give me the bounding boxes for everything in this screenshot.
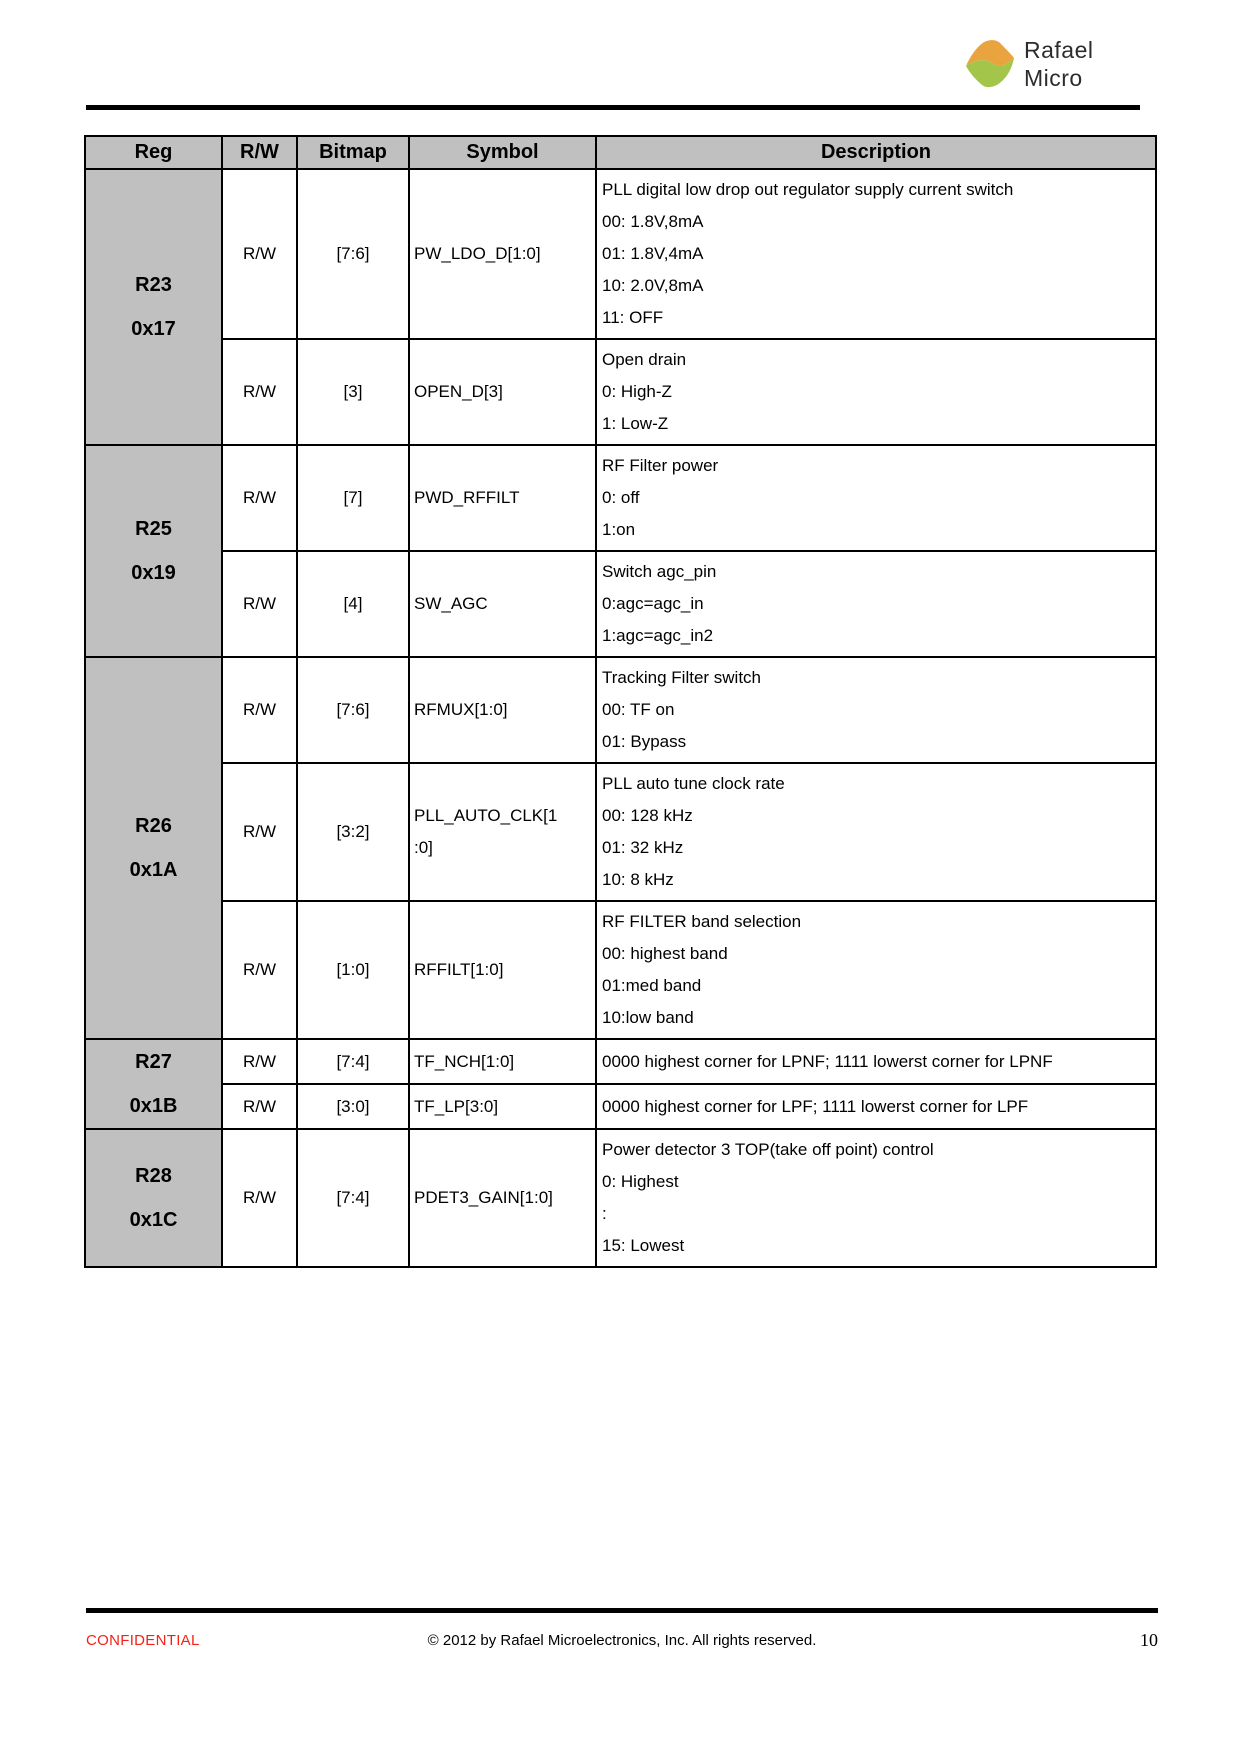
register-row [85, 657, 1156, 763]
footer-divider [86, 1608, 1158, 1613]
text-line: :0] [414, 838, 433, 857]
description-cell [596, 339, 1156, 445]
text-line: OPEN_D[3] [414, 382, 503, 401]
rafael-micro-logo [964, 36, 1093, 92]
description-cell [596, 169, 1156, 339]
bitmap-cell: [3:0] [297, 1084, 409, 1129]
col-header-reg: Reg [85, 136, 222, 169]
rw-cell: R/W [222, 445, 297, 551]
text-line: 00: TF on [602, 700, 675, 719]
description-cell [596, 901, 1156, 1039]
text-line: 00: highest band [602, 944, 728, 963]
rw-cell: R/W [222, 1039, 297, 1084]
text-line: RFFILT[1:0] [414, 960, 504, 979]
text-line: PDET3_GAIN[1:0] [414, 1188, 553, 1207]
bitmap-cell: [4] [297, 551, 409, 657]
text-line: 00: 128 kHz [602, 806, 693, 825]
description-cell [596, 657, 1156, 763]
register-row [85, 763, 1156, 901]
text-line: 0000 highest corner for LPNF; 1111 lowerst corner for LPNF [602, 1051, 1053, 1071]
register-address: 0x1B [129, 1095, 178, 1117]
text-line: 01: Bypass [602, 732, 687, 751]
symbol-cell [409, 1084, 596, 1129]
rw-cell: R/W [222, 1084, 297, 1129]
register-address: 0x19 [131, 562, 176, 584]
text-line: 1:on [602, 520, 636, 539]
text-line: Switch agc_pin [602, 562, 717, 581]
register-name: R26 [135, 815, 172, 837]
copyright-text: © 2012 by Rafael Microelectronics, Inc. All rights reserved. [427, 1632, 817, 1649]
symbol-cell [409, 763, 596, 901]
text-line: 10: 8 kHz [602, 870, 674, 889]
symbol-cell [409, 1039, 596, 1084]
logo-text [1024, 36, 1093, 92]
register-name: R23 [135, 274, 172, 296]
description-cell [596, 1129, 1156, 1267]
symbol-cell [409, 551, 596, 657]
rw-cell: R/W [222, 1129, 297, 1267]
register-row [85, 169, 1156, 339]
text-line: Tracking Filter switch [602, 668, 762, 687]
register-row [85, 551, 1156, 657]
text-line: 01:med band [602, 976, 702, 995]
register-row [85, 1084, 1156, 1129]
rw-cell: R/W [222, 901, 297, 1039]
bitmap-cell: [3:2] [297, 763, 409, 901]
register-row [85, 1129, 1156, 1267]
text-line: 1:agc=agc_in2 [602, 626, 714, 645]
bitmap-cell: [3] [297, 339, 409, 445]
register-name: R28 [135, 1165, 172, 1187]
register-address: 0x1A [129, 859, 178, 881]
text-line: TF_NCH[1:0] [414, 1051, 515, 1071]
bitmap-cell: [7:4] [297, 1039, 409, 1084]
text-line: Power detector 3 TOP(take off point) control [602, 1140, 934, 1159]
register-address: 0x17 [131, 318, 176, 340]
register-name: R27 [135, 1051, 172, 1073]
text-line: SW_AGC [414, 594, 488, 613]
text-line: 1: Low-Z [602, 414, 669, 433]
table-header-row [85, 136, 1156, 169]
register-table [84, 135, 1157, 1268]
logo-text-line1: Rafael [1024, 37, 1094, 63]
text-line: RF Filter power [602, 456, 719, 475]
rw-cell: R/W [222, 551, 297, 657]
reg-cell [85, 1129, 222, 1267]
text-line: RF FILTER band selection [602, 912, 802, 931]
bitmap-cell: [7:6] [297, 169, 409, 339]
text-line: PLL digital low drop out regulator supply current switch [602, 180, 1014, 199]
bitmap-cell: [7:4] [297, 1129, 409, 1267]
text-line: 0: High-Z [602, 382, 672, 401]
text-line: 0000 highest corner for LPF; 1111 lowerst corner for LPF [602, 1096, 1029, 1116]
symbol-cell [409, 901, 596, 1039]
text-line: 0: Highest [602, 1172, 679, 1191]
description-cell [596, 1039, 1156, 1084]
rw-cell: R/W [222, 169, 297, 339]
reg-cell [85, 445, 222, 657]
text-line: TF_LP[3:0] [414, 1096, 499, 1116]
symbol-cell [409, 339, 596, 445]
text-line: 01: 32 kHz [602, 838, 684, 857]
symbol-cell [409, 1129, 596, 1267]
reg-cell [85, 1039, 222, 1129]
bitmap-cell: [1:0] [297, 901, 409, 1039]
description-cell [596, 1084, 1156, 1129]
register-row [85, 1039, 1156, 1084]
col-header-rw: R/W [222, 136, 297, 169]
rw-cell: R/W [222, 339, 297, 445]
confidential-label: CONFIDENTIAL [86, 1632, 200, 1649]
text-line: PW_LDO_D[1:0] [414, 244, 541, 263]
text-line: Open drain [602, 350, 687, 369]
text-line: 00: 1.8V,8mA [602, 212, 704, 231]
register-row [85, 901, 1156, 1039]
text-line: RFMUX[1:0] [414, 700, 508, 719]
col-header-description: Description [596, 136, 1156, 169]
bitmap-cell: [7:6] [297, 657, 409, 763]
symbol-cell [409, 445, 596, 551]
rw-cell: R/W [222, 657, 297, 763]
text-line: 0:agc=agc_in [602, 594, 704, 613]
text-line: PLL_AUTO_CLK[1 [414, 806, 558, 825]
symbol-cell [409, 169, 596, 339]
logo-mark-icon [964, 36, 1016, 92]
text-line: : [602, 1204, 607, 1223]
text-line: 11: OFF [602, 308, 664, 327]
logo-text-line2: Micro [1024, 65, 1083, 91]
register-row [85, 445, 1156, 551]
col-header-symbol: Symbol [409, 136, 596, 169]
header-divider [86, 105, 1140, 110]
text-line: 10:low band [602, 1008, 694, 1027]
description-cell [596, 551, 1156, 657]
text-line: 15: Lowest [602, 1236, 685, 1255]
register-table-body [85, 169, 1156, 1267]
col-header-bitmap: Bitmap [297, 136, 409, 169]
description-cell [596, 445, 1156, 551]
register-row [85, 339, 1156, 445]
symbol-cell [409, 657, 596, 763]
reg-cell [85, 657, 222, 1039]
register-name: R25 [135, 518, 172, 540]
text-line: PWD_RFFILT [414, 488, 520, 507]
description-cell [596, 763, 1156, 901]
register-address: 0x1C [129, 1209, 178, 1231]
text-line: PLL auto tune clock rate [602, 774, 785, 793]
rw-cell: R/W [222, 763, 297, 901]
text-line: 01: 1.8V,4mA [602, 244, 704, 263]
page-number: 10 [1140, 1630, 1158, 1650]
text-line: 10: 2.0V,8mA [602, 276, 704, 295]
text-line: 0: off [602, 488, 640, 507]
bitmap-cell: [7] [297, 445, 409, 551]
reg-cell [85, 169, 222, 445]
